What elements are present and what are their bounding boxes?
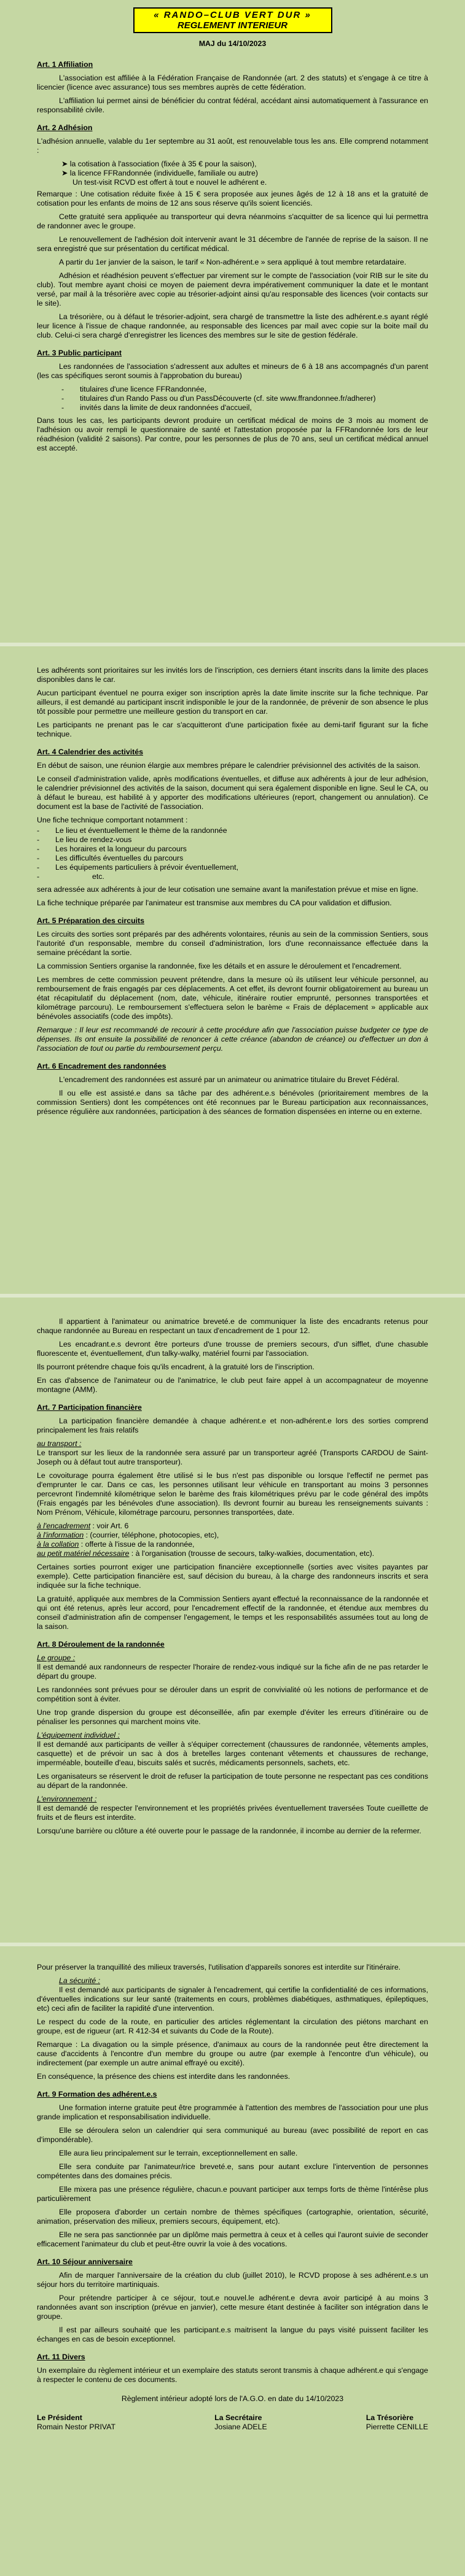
article-6-heading: Art. 6 Encadrement des randonnées: [37, 1062, 166, 1070]
page-4-p3: Le respect du code de la route, en particulier des articles réglementant la circulation des piétons marchant en groupe, est de rigueur (art. R 412-34 et suivants du Code de la Route).: [37, 2017, 428, 2035]
article-7-l2: [37, 1531, 428, 1540]
security-label: La sécurité :: [59, 1976, 100, 1985]
article-4-list: [37, 826, 428, 881]
signature-block: [37, 2413, 428, 2432]
article-11-heading: Art. 11 Divers: [37, 2353, 85, 2361]
article-5-remark: Remarque : Il leur est recommandé de recourir à cette procédure afin que l'association puisse budgeter ce type de dépenses. Ils ont ensuite la possibilité de renoncer à cette créance (abandon de créance) ou d'effectuer un don à l'association de tout ou partie du remboursement perçu.: [37, 1026, 428, 1053]
article-10-p2: Pour prétendre participer à ce séjour, tout.e nouvel.le adhérent.e devra avoir participé à au moins 3 randonnées avant son inscription (prévue en janvier), cette mesure étant destinée à faciliter son intégration dans le groupe.: [37, 2294, 428, 2321]
article-2-p1: L'adhésion annuelle, valable du 1er septembre au 31 août, est renouvelable tous les ans. Elle comprend notamment :: [37, 137, 428, 155]
collation-label: à la collation: [37, 1540, 79, 1549]
article-2-list: [61, 160, 428, 187]
encadrement-text: : voir Art. 6: [92, 1522, 129, 1530]
article-8-heading: Art. 8 Déroulement de la randonnée: [37, 1640, 165, 1649]
materiel-label: au petit matériel nécessaire: [37, 1549, 130, 1558]
article-5-heading: Art. 5 Préparation des circuits: [37, 916, 144, 925]
article-8-equipment-label: [37, 1731, 428, 1740]
article-8-group-label: [37, 1654, 428, 1663]
page-4-p2: Il est demandé aux participants de signaler à l'encadrement, qui certifie la confidentialité de ces informations, d'éventuelles indications sur leur santé (traitements en cours, problèmes diabétiques, asthmatiques, épileptiques, etc) ceci afin de faciliter la rapidité d'une intervention.: [37, 1986, 428, 2013]
list-item: - Le lieu et éventuellement le thème de la randonnée: [37, 826, 428, 835]
signature-role: La Trésorière: [365, 2413, 414, 2422]
article-9-p1: Une formation interne gratuite peut être programmée à l'attention des membres de l'association pour une plus grande implication et responsabilisation individuelle.: [37, 2103, 428, 2121]
article-8-p5: Les organisateurs se réservent le droit de refuser la participation de toute personne ne respectant pas ces conditions au départ de la randonnée.: [37, 1772, 428, 1790]
article-9-p5: Elle mixera pas une présence régulière, chacun.e pouvant participer aux temps forts de thème l'intérêse plus particulièrement: [37, 2185, 428, 2203]
collation-text: : offerte à l'issue de la randonnée,: [80, 1540, 195, 1549]
signature-role: La Secrétaire: [214, 2413, 262, 2422]
list-item: - Le lieu de rendez-vous: [37, 835, 428, 845]
article-7-l3: [37, 1540, 428, 1549]
article-10-p3: Il est par ailleurs souhaité que les participant.e.s maitrisent la langue du pays visité puissent faciliter les échanges en cas de besoin exceptionnel.: [37, 2326, 428, 2343]
page-2: [25, 648, 440, 1292]
article-2-p4: Le renouvellement de l'adhésion doit intervenir avant le 31 décembre de l'année de reprise de la saison. Il ne sera enregistré que sur présentation du certificat médical.: [37, 235, 428, 253]
environment-label: L'environnement :: [37, 1795, 97, 1803]
list-item: - Les équipements particuliers à prévoir éventuellement,: [37, 863, 428, 872]
article-2-p5: A partir du 1er janvier de la saison, le tarif « Non-adhérent.e » sera appliqué à tout membre retardataire.: [59, 258, 407, 266]
article-7-transport-label: [37, 1439, 428, 1449]
signature-treasurer: [366, 2413, 428, 2432]
page-4-p4: Remarque : La divagation ou la simple présence, d'animaux au cours de la randonnée peut être directement la cause d'accidents à l'encontre d'un membre du groupe ou autre (par exemple à l'encontre d'un véhicule), ou indirectement (par exemple un autre animal effrayé ou excité).: [37, 2040, 428, 2067]
article-2-p3: Cette gratuité sera appliquée au transporteur qui devra néanmoins s'acquitter de sa licence qui lui permettra de randonner avec le groupe.: [37, 212, 428, 230]
article-9-p2: Elle se déroulera selon un calendrier qui sera communiqué au bureau (avec possibilité de report en cas d'impondérable).: [37, 2126, 428, 2144]
article-8-p6: Il est demandé de respecter l'environnement et les propriétés privées éventuellement traversées Toute cueillette de fruits et de fleurs est interdite.: [37, 1804, 428, 1822]
article-8-environment-label: [37, 1795, 428, 1804]
document-title: REGLEMENT INTERIEUR: [177, 20, 288, 31]
page-3-p4: En cas d'absence de l'animateur ou de l'animatrice, le club peut faire appel à un accompagnateur de moyenne montagne (AMM).: [37, 1376, 428, 1394]
article-8-p1: Il est demandé aux randonneurs de respecter l'horaire de rendez-vous indiqué sur la fiche afin de ne pas retarder le départ du groupe.: [37, 1663, 428, 1681]
signature-name: Romain Nestor PRIVAT: [37, 2423, 116, 2431]
article-9-p4: Elle sera conduite par l'animateur/rice breveté.e, sans pour autant exclure l'intervention de personnes compétentes dans des domaines précis.: [37, 2162, 428, 2180]
signature-secretary: [214, 2413, 267, 2432]
page-4: [25, 1947, 440, 2576]
list-item: ➤ la licence FFRandonnée (individuelle, familiale ou autre): [61, 169, 258, 177]
article-8-p4: Il est demandé aux participants de veiller à s'équiper correctement (chaussures de randonnée, vêtements amples, casquette) et de prévoir un sac à dos à bretelles larges contenant vêtements et chaussures de rechange, imperméable, bouteille d'eau, biscuits salés et sucrés, médicaments personnels, sachets, etc.: [37, 1740, 428, 1767]
article-4-p2: Le conseil d'administration valide, après modifications éventuelles, et diffuse aux adhérents à jour de leur adhésion, le calendrier prévisionnel des activités de la saison, document qui sera également disponible en ligne. Seul le CA, ou à défaut le bureau, est habilité à y apporter des modifications ultérieures (report, changement ou annulation). Ce document est la base de l'activité de l'association.: [37, 775, 428, 811]
article-5-p1: Les circuits des sorties sont préparés par des adhérents volontaires, réunis au sein de la commission Sentiers, sous l'autorité d'un responsable, membre du conseil d'administration, lors d'une reconnaissance effectuée dans la semaine précédant la sortie.: [37, 930, 428, 957]
article-8-p3: Une trop grande dispersion du groupe est déconseillée, afin par exemple d'éviter les erreurs d'itinéraire ou de pénaliser les personnes qui marchent moins vite.: [37, 1708, 428, 1726]
article-7-p1: La participation financière demandée à chaque adhérent.e et non-adhérent.e lors des sorties comprend principalement les frais relatifs: [37, 1417, 428, 1434]
page-separator: [0, 1294, 465, 1298]
list-item: Un test-visit RCVD est offert à tout e nouvel le adhérent e.: [72, 178, 267, 187]
article-9-p7: Elle ne sera pas sanctionnée par un diplôme mais permettra à ceux et à celles qui l'auront suivie de seconder efficacement l'animateur du club et peut-être ouvrir la voie à des vocations.: [37, 2230, 428, 2248]
page-3-p2: Les encadrant.e.s devront être porteurs d'une trousse de premiers secours, d'un sifflet, d'une chasuble fluorescente et, éventuellement, d'un talky-walky, matériel fourni par l'association.: [37, 1340, 428, 1358]
article-10-heading: Art. 10 Séjour anniversaire: [37, 2257, 133, 2266]
transport-label: au transport :: [37, 1439, 82, 1448]
signature-role: Le Président: [37, 2413, 82, 2422]
article-6-p1: L'encadrement des randonnées est assuré par un animateur ou animatrice titulaire du Brevet Fédéral.: [59, 1075, 399, 1084]
page-separator: [0, 643, 465, 646]
article-7-p4: Certaines sorties pourront exiger une participation financière exceptionnelle (sorties avec visites payantes par exemple). Cette participation financière est, sauf décision du bureau, à la charge des randonneurs inscrits et sera indiquée sur la fiche technique.: [37, 1563, 428, 1590]
article-7-p3: Le covoiturage pourra également être utilisé si le bus n'est pas disponible ou lorsque l'effectif ne permet pas d'emprunter le car. Dans ce cas, les personnes utilisant leur véhicule en transportant au moins 3 personnes percevront l'indemnité kilométrique selon le barème des frais kilométriques prévu par le code général des impôts (Frais engagés par les bénévoles d'une association). Ils devront fournir au bureau les renseignements suivants : Nom Prénom, Véhicule, kilométrage parcouru, personnes transportées, date.: [37, 1471, 428, 1517]
list-item: - titulaires d'une licence FFRandonnée,: [61, 385, 428, 394]
article-6-p2: Il ou elle est assisté.e dans sa tâche par des adhérent.e.s bénévoles (prioritairement membres de la commission Sentiers) dont les compétences ont été reconnues par le Bureau participation aux reconnaissances, présence régulière aux randonnées, participation à des séances de formation dispensées en interne ou en externe.: [37, 1089, 428, 1116]
article-8-p2: Les randonnées sont prévues pour se dérouler dans un esprit de convivialité où les notions de performance et de compétition sont à éviter.: [37, 1685, 428, 1703]
article-1-heading: Art. 1 Affiliation: [37, 60, 93, 69]
article-4-heading: Art. 4 Calendrier des activités: [37, 748, 143, 756]
article-2-heading: Art. 2 Adhésion: [37, 123, 93, 132]
information-label: à l'information: [37, 1531, 84, 1539]
article-3-heading: Art. 3 Public participant: [37, 349, 122, 357]
article-9-heading: Art. 9 Formation des adhérent.e.s: [37, 2090, 157, 2098]
article-4-p3: Une fiche technique comportant notamment :: [37, 816, 188, 824]
equipment-label: L'équipement individuel :: [37, 1731, 120, 1739]
group-label: Le groupe :: [37, 1654, 76, 1662]
page-2-p2: Aucun participant éventuel ne pourra exiger son inscription après la date limite inscrite sur la fiche technique. Par ailleurs, il est demandé au participant inscrit indisponible le jour de la randonnée, de prévenir de son absence le plus tôt possible pour permettre une meilleure gestion du transport en car.: [37, 689, 428, 716]
article-5-p3: Les membres de cette commission peuvent prétendre, dans la mesure où ils utilisent leur véhicule personnel, au remboursement de frais engagés par ces déplacements. A cet effet, ils devront fournir obligatoirement au bureau un état récapitulatif du déplacement (nom, date, véhicule, itinéraire routier emprunté, personnes transportées et kilométrage parcouru). Le remboursement s'effectuera selon le barème « Frais de déplacement » applicable aux bénévoles associatifs (code des impôts).: [37, 975, 428, 1021]
club-name: « RANDO–CLUB VERT DUR »: [154, 10, 311, 20]
article-7-l1: [37, 1522, 428, 1531]
encadrement-label: à l'encadrement: [37, 1522, 91, 1530]
article-2-p7: La trésorière, ou à défaut le trésorier-adjoint, sera chargé de transmettre la liste des adhérent.e.s ayant réglé leur licence à l'issue de chaque randonnée, au responsable des licences par mail avec copie sur la boite mail du club. Celui-ci sera chargé d'enregistrer les licences des membres sur le site de gestion fédérale.: [37, 312, 428, 339]
page-2-p3: Les participants ne prenant pas le car s'acquitteront d'une participation fixée au demi-tarif figurant sur la fiche technique.: [37, 721, 428, 738]
article-8-p7: Lorsqu'une barrière ou clôture a été ouverte pour le passage de la randonnée, il incombe au dernier de la refermer.: [37, 1827, 421, 1835]
article-7-p5: La gratuité, appliquée aux membres de la Commission Sentiers ayant effectué la reconnaissance de la randonnée et qui ont été retenus, après leur accord, pour l'encadrement effectif de la randonnée, et étendue aux membres du conseil d'administration afin de compenser l'engagement, le temps et les responsabilités assumées tout au long de la saison.: [37, 1595, 428, 1631]
article-7-p2: Le transport sur les lieux de la randonnée sera assuré par un transporteur agréé (Transports CARDOU de Saint-Joseph ou à défaut tout autre transporteur).: [37, 1449, 428, 1466]
article-3-list: [61, 385, 428, 412]
article-4-p5: La fiche technique préparée par l'animateur est transmise aux membres du CA pour validation et diffusion.: [37, 899, 392, 907]
article-1-p2: L'affiliation lui permet ainsi de bénéficier du contrat fédéral, accédant ainsi automatiquement à l'assurance en responsabilité civile.: [37, 96, 428, 114]
article-9-p6: Elle proposera d'aborder un certain nombre de thèmes spécifiques (cartographie, orientation, sécurité, animation, préservation des milieux, premiers secours, équipement, etc).: [37, 2208, 428, 2226]
page-4-p5: En conséquence, la présence des chiens est interdite dans les randonnées.: [37, 2072, 291, 2081]
list-item: - titulaires d'un Rando Pass ou d'un PassDécouverte (cf. site www.ffrandonnee.fr/adherer): [61, 394, 428, 403]
article-4-p4: sera adressée aux adhérents à jour de leur cotisation une semaine avant la manifestation prévue et mise en ligne.: [37, 885, 418, 894]
page-3-p3: Ils pourront prétendre chaque fois qu'ils encadrent, à la gratuité lors de l'inscription.: [37, 1363, 315, 1371]
page-separator: [0, 1943, 465, 1946]
article-9-p3: Elle aura lieu principalement sur le terrain, exceptionnellement en salle.: [59, 2149, 298, 2157]
information-text: : (courrier, téléphone, photocopies, etc),: [85, 1531, 219, 1539]
update-date: MAJ du 14/10/2023: [198, 39, 267, 48]
page-4-security-label: [37, 1976, 428, 1986]
materiel-text: : à l'organisation (trousse de secours, talky-walkies, documentation, etc).: [131, 1549, 375, 1558]
signature-name: Josiane ADELE: [214, 2423, 267, 2431]
article-5-p2: La commission Sentiers organise la randonnée, fixe les détails et en assure le déroulement et l'encadrement.: [37, 962, 402, 970]
article-1-p1: L'association est affiliée à la Fédération Française de Randonnée (art. 2 des statuts) et s'engage à ce titre à licencier (licence avec assurance) tous ses membres auprès de cette fédération.: [37, 74, 428, 91]
article-3-p1: Les randonnées de l'association s'adressent aux adultes et mineurs de 6 à 18 ans accompagnés d'un parent (les cas spécifiques seront soumis à l'approbation du bureau): [37, 362, 428, 380]
page-3-p1: Il appartient à l'animateur ou animatrice breveté.e de communiquer la liste des encadrants retenus pour chaque randonnée au Bureau en respectant un taux d'encadrement de 1 pour 12.: [37, 1317, 428, 1335]
page-2-p1: Les adhérents sont prioritaires sur les invités lors de l'inscription, ces derniers étant inscrits dans la limite des places disponibles dans le car.: [37, 666, 428, 684]
article-7-l4: [37, 1549, 428, 1558]
article-7-heading: Art. 7 Participation financière: [37, 1403, 142, 1412]
page-1: [25, 0, 440, 641]
list-item: - invités dans la limite de deux randonnées d'accueil,: [61, 403, 428, 412]
article-3-p2: Dans tous les cas, les participants devront produire un certificat médical de moins de 3 mois au moment de l'adhésion ou avoir rempli le questionnaire de santé et l'attestation proposée par la FFRandonnée lors de leur réadhésion (validité 2 saisons). Par contre, pour les personnes de plus de 70 ans, seul un certificat médical annuel est accepté.: [37, 416, 428, 452]
article-2-p2: Remarque : Une cotisation réduite fixée à 15 € sera proposée aux jeunes âgés de 12 à 18 ans et la gratuité de cotisation pour les enfants de moins de 12 ans sous réserve qu'ils soient licenciés.: [37, 190, 428, 207]
list-item: ➤ la cotisation à l'association (fixée à 35 € pour la saison),: [61, 160, 257, 168]
article-10-p1: Afin de marquer l'anniversaire de la création du club (juillet 2010), le RCVD propose à ses adhérent.e.s un séjour hors du territoire martiniquais.: [37, 2271, 428, 2289]
article-2-p6: Adhésion et réadhésion peuvent s'effectuer par virement sur le compte de l'association (voir RIB sur le site du club). Tout membre ayant choisi ce moyen de paiement devra impérativement communiquer la date et le montant versé, par mail à la trésorière avec copie au trésorier-adjoint ainsi qu'au responsable des licences (voir contacts sur le site).: [37, 271, 428, 307]
list-item: - Les difficultés éventuelles du parcours: [37, 854, 428, 863]
document-title-box: [133, 7, 332, 33]
page-3: [25, 1299, 440, 1940]
list-item: - etc.: [37, 872, 428, 881]
page-4-p1: Pour préserver la tranquillité des milieux traversés, l'utilisation d'appareils sonores est interdite sur l'itinéraire.: [37, 1963, 401, 1971]
signature-president: [37, 2413, 115, 2432]
article-4-p1: En début de saison, une réunion élargie aux membres prépare le calendrier prévisionnel des activités de la saison.: [37, 761, 421, 770]
article-11-p1: Un exemplaire du règlement intérieur et un exemplaire des statuts seront transmis à chaque adhérent.e qui s'engage à respecter le contenu de ces documents.: [37, 2366, 428, 2384]
list-item: - Les horaires et la longueur du parcours: [37, 845, 428, 854]
signature-name: Pierrette CENILLE: [365, 2423, 428, 2431]
adoption-statement: Règlement intérieur adopté lors de l'A.G.O. en date du 14/10/2023: [121, 2394, 344, 2403]
